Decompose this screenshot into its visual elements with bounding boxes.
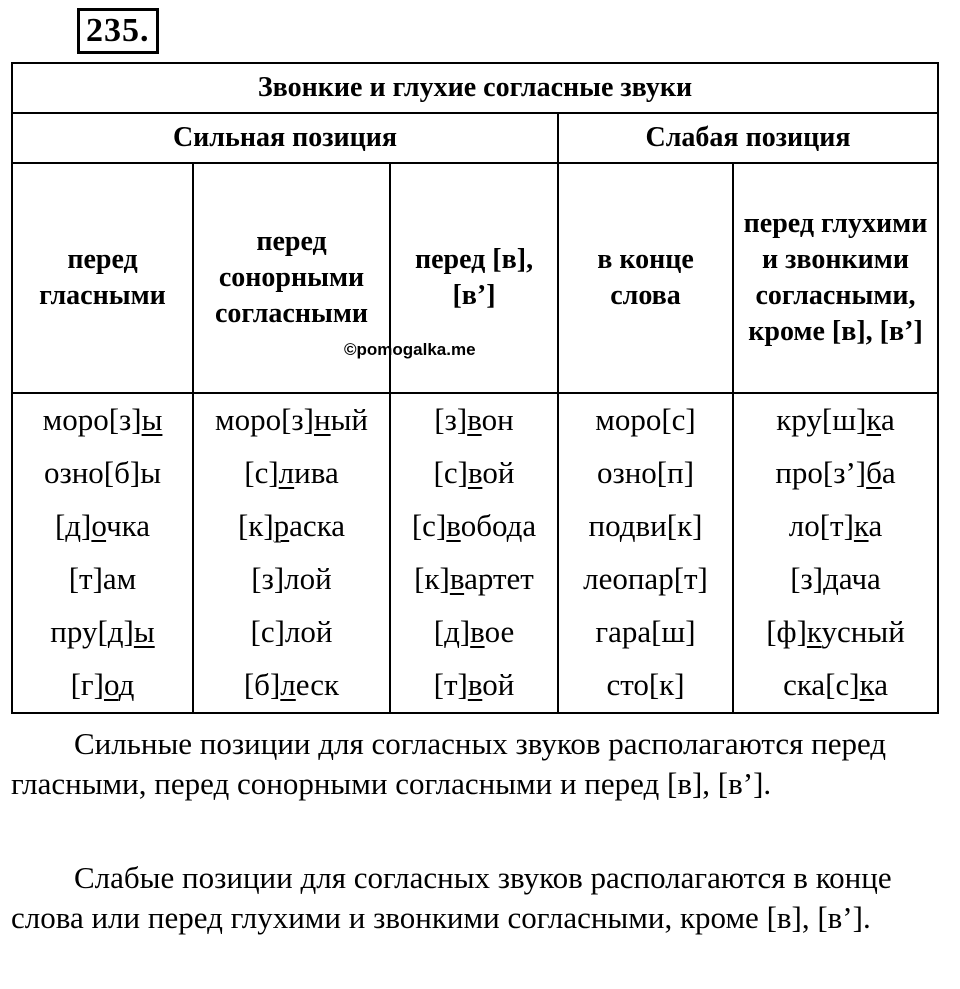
word-part: [з]	[434, 402, 468, 437]
word-part: про[з’]	[775, 455, 867, 490]
watermark: ©pomogalka.me	[344, 340, 476, 359]
word-example	[559, 553, 732, 606]
underlined-letter: ы	[133, 614, 155, 649]
word-example	[734, 606, 937, 659]
word-part: ача	[838, 561, 881, 596]
word-part: [с]	[244, 455, 279, 490]
word-example	[559, 606, 732, 659]
word-part: а	[874, 667, 888, 702]
word-part: д	[118, 667, 135, 702]
underlined-letter: в	[467, 402, 482, 437]
underlined-letter: в	[446, 508, 461, 543]
word-part: [ф]	[766, 614, 807, 649]
column-words	[193, 393, 390, 713]
word-part: моро[з]	[42, 402, 142, 437]
word-part: еск	[295, 667, 340, 702]
underlined-letter: о	[91, 508, 107, 543]
word-part: [г]	[70, 667, 104, 702]
underlined-letter: в	[467, 455, 483, 490]
word-part: [д]	[54, 508, 92, 543]
word-part: озно[б]ы	[43, 455, 162, 490]
underlined-letter: ы	[141, 402, 163, 437]
underlined-letter: д	[823, 561, 839, 596]
word-example	[391, 500, 557, 553]
column-header-before-consonants: перед глухими и звонкими согласными, кроме [в], [в’]	[733, 163, 938, 393]
word-example	[391, 394, 557, 447]
paragraph-weak-positions: Слабые позиции для согласных звуков располагаются в конце слова или перед глухими и звонкими согласными, кроме [в], [в’].	[11, 860, 892, 935]
underlined-letter: к	[866, 402, 882, 437]
word-part: а	[881, 402, 895, 437]
word-part: [з]лой	[251, 561, 332, 596]
word-example	[559, 394, 732, 447]
word-part: кру[ш]	[776, 402, 867, 437]
word-example	[734, 394, 937, 447]
underlined-letter: о	[103, 667, 119, 702]
column-words	[390, 393, 558, 713]
word-part: подви[к]	[588, 508, 703, 543]
group-weak-position: Слабая позиция	[558, 113, 938, 163]
word-part: аска	[289, 508, 346, 543]
column-header-word-end: в конце слова	[558, 163, 733, 393]
underlined-letter: н	[314, 402, 331, 437]
word-example	[391, 659, 557, 712]
column-words	[733, 393, 938, 713]
word-example	[391, 553, 557, 606]
word-example	[194, 659, 389, 712]
word-part: ива	[294, 455, 339, 490]
word-part: [с]лой	[250, 614, 333, 649]
word-example	[559, 447, 732, 500]
word-part: [к]	[414, 561, 450, 596]
underlined-letter: в	[449, 561, 465, 596]
word-part: [с]	[433, 455, 468, 490]
word-part: обода	[460, 508, 537, 543]
word-example	[734, 500, 937, 553]
word-part: артет	[464, 561, 534, 596]
word-example	[13, 447, 192, 500]
word-part: ой	[482, 455, 515, 490]
word-example	[559, 659, 732, 712]
word-example	[559, 500, 732, 553]
table-title: Звонкие и глухие согласные звуки	[12, 63, 938, 113]
word-part: он	[481, 402, 514, 437]
word-part: [к]	[237, 508, 274, 543]
paragraph-strong-positions: Сильные позиции для согласных звуков располагаются перед гласными, перед сонорными согласными и перед [в], [в’].	[11, 726, 887, 801]
word-example	[391, 447, 557, 500]
word-part: [д]	[433, 614, 471, 649]
word-example	[734, 553, 937, 606]
column-words	[12, 393, 193, 713]
word-part: [с]	[411, 508, 447, 543]
word-part: [б]	[243, 667, 281, 702]
task-number: 235.	[77, 8, 159, 54]
group-strong-position: Сильная позиция	[12, 113, 558, 163]
column-header-before-v: перед [в], [в’]	[390, 163, 558, 393]
word-part: а	[881, 455, 896, 490]
word-part: гара[ш]	[595, 614, 696, 649]
word-part: ый	[330, 402, 369, 437]
underlined-letter: в	[470, 614, 485, 649]
underlined-letter: б	[866, 455, 882, 490]
word-example	[194, 553, 389, 606]
word-part: ло[т]	[788, 508, 854, 543]
word-example	[13, 553, 192, 606]
word-part: моро[с]	[595, 402, 696, 437]
underlined-letter: к	[853, 508, 869, 543]
column-header-before-vowels: перед гласными	[12, 163, 193, 393]
word-example	[734, 659, 937, 712]
word-example	[194, 447, 389, 500]
word-example	[13, 659, 192, 712]
word-example	[194, 500, 389, 553]
word-part: леопар[т]	[583, 561, 708, 596]
column-header-before-sonorants: перед сонорными согласными	[193, 163, 390, 393]
underlined-letter: л	[278, 455, 295, 490]
word-example	[13, 394, 192, 447]
word-part: а	[868, 508, 883, 543]
word-part: [з]	[790, 561, 824, 596]
word-part: ой	[482, 667, 515, 702]
word-part: ска[с]	[783, 667, 860, 702]
word-part: моро[з]	[214, 402, 314, 437]
underlined-letter: в	[467, 667, 483, 702]
column-words	[558, 393, 733, 713]
underlined-letter: л	[280, 667, 296, 702]
underlined-letter: к	[859, 667, 875, 702]
word-part: озно[п]	[596, 455, 695, 490]
word-part: пру[д]	[50, 614, 134, 649]
word-example	[734, 447, 937, 500]
word-example	[194, 606, 389, 659]
word-part: сто[к]	[606, 667, 685, 702]
word-part: [т]ам	[68, 561, 137, 596]
word-example	[194, 394, 389, 447]
consonants-table	[11, 62, 939, 714]
word-example	[13, 606, 192, 659]
word-part: усный	[821, 614, 905, 649]
underlined-letter: к	[806, 614, 822, 649]
word-part: ое	[484, 614, 515, 649]
underlined-letter: р	[273, 508, 290, 543]
word-part: [т]	[433, 667, 468, 702]
word-part: чка	[106, 508, 151, 543]
word-example	[391, 606, 557, 659]
word-example	[13, 500, 192, 553]
